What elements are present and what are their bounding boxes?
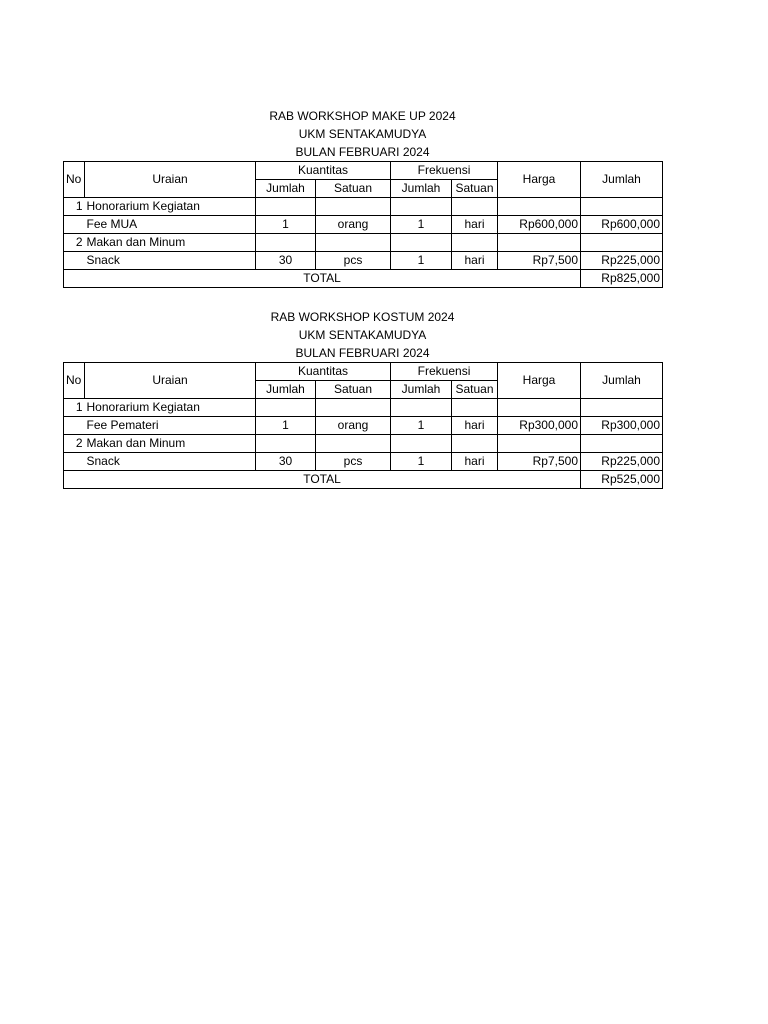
header-jumlah: Jumlah xyxy=(581,162,663,198)
subheader-kuantitas-satuan: Satuan xyxy=(316,381,391,399)
subheader-kuantitas-jumlah: Jumlah xyxy=(256,381,316,399)
table-row xyxy=(64,234,663,252)
cell-frekuensi-jumlah xyxy=(391,399,452,417)
cell-frekuensi-satuan xyxy=(452,399,498,417)
title-line-3: BULAN FEBRUARI 2024 xyxy=(295,346,430,360)
cell-frekuensi-jumlah: 1 xyxy=(391,216,452,234)
cell-frekuensi-jumlah xyxy=(391,234,452,252)
cell-kuantitas-jumlah xyxy=(256,435,316,453)
header-row xyxy=(64,162,663,180)
cell-kuantitas-satuan xyxy=(316,234,391,252)
cell-no: 2 xyxy=(64,435,85,453)
cell-frekuensi-satuan xyxy=(452,234,498,252)
header-row xyxy=(64,363,663,381)
subheader-frekuensi-jumlah: Jumlah xyxy=(391,180,452,198)
title-line-1: RAB WORKSHOP MAKE UP 2024 xyxy=(269,109,456,123)
cell-frekuensi-satuan xyxy=(452,435,498,453)
table-row xyxy=(64,399,663,417)
cell-kuantitas-jumlah xyxy=(256,399,316,417)
title-line-1: RAB WORKSHOP KOSTUM 2024 xyxy=(270,310,455,324)
total-value: Rp525,000 xyxy=(581,471,663,489)
cell-kuantitas-satuan: pcs xyxy=(316,453,391,471)
cell-kuantitas-satuan: orang xyxy=(316,417,391,435)
cell-harga: Rp300,000 xyxy=(498,417,581,435)
cell-no xyxy=(64,216,85,234)
cell-no xyxy=(64,252,85,270)
cell-no xyxy=(64,453,85,471)
cell-uraian: Fee MUA xyxy=(85,216,256,234)
budget-block-kostum xyxy=(63,308,662,489)
header-uraian: Uraian xyxy=(85,162,256,198)
header-kuantitas: Kuantitas xyxy=(256,162,391,180)
cell-kuantitas-satuan xyxy=(316,198,391,216)
cell-uraian: Snack xyxy=(85,252,256,270)
cell-jumlah: Rp225,000 xyxy=(581,252,663,270)
subheader-frekuensi-satuan: Satuan xyxy=(452,381,498,399)
title-line-2: UKM SENTAKAMUDYA xyxy=(298,127,427,141)
cell-frekuensi-satuan: hari xyxy=(452,252,498,270)
cell-frekuensi-jumlah xyxy=(391,198,452,216)
cell-uraian: Makan dan Minum xyxy=(85,234,256,252)
total-label: TOTAL xyxy=(64,270,581,288)
budget-table xyxy=(63,161,663,288)
header-frekuensi: Frekuensi xyxy=(391,363,498,381)
budget-block-make-up xyxy=(63,107,662,288)
cell-harga xyxy=(498,435,581,453)
subheader-kuantitas-jumlah: Jumlah xyxy=(256,180,316,198)
cell-harga xyxy=(498,399,581,417)
cell-frekuensi-satuan: hari xyxy=(452,216,498,234)
cell-kuantitas-jumlah: 1 xyxy=(256,417,316,435)
cell-harga: Rp7,500 xyxy=(498,252,581,270)
subheader-frekuensi-satuan: Satuan xyxy=(452,180,498,198)
cell-harga xyxy=(498,198,581,216)
header-harga: Harga xyxy=(498,162,581,198)
table-row xyxy=(64,216,663,234)
table-row xyxy=(64,198,663,216)
cell-jumlah: Rp225,000 xyxy=(581,453,663,471)
header-uraian: Uraian xyxy=(85,363,256,399)
cell-uraian: Makan dan Minum xyxy=(85,435,256,453)
table-row xyxy=(64,453,663,471)
cell-kuantitas-jumlah: 30 xyxy=(256,252,316,270)
total-row xyxy=(64,471,663,489)
cell-jumlah xyxy=(581,198,663,216)
cell-jumlah xyxy=(581,399,663,417)
cell-kuantitas-satuan xyxy=(316,399,391,417)
cell-frekuensi-satuan xyxy=(452,198,498,216)
table-row xyxy=(64,252,663,270)
total-row xyxy=(64,270,663,288)
cell-frekuensi-jumlah: 1 xyxy=(391,453,452,471)
cell-uraian: Fee Pemateri xyxy=(85,417,256,435)
budget-table xyxy=(63,362,663,489)
cell-kuantitas-jumlah: 30 xyxy=(256,453,316,471)
table-row xyxy=(64,435,663,453)
cell-no: 1 xyxy=(64,399,85,417)
header-no: No xyxy=(64,162,85,198)
cell-uraian: Honorarium Kegiatan xyxy=(85,198,256,216)
header-kuantitas: Kuantitas xyxy=(256,363,391,381)
cell-no: 2 xyxy=(64,234,85,252)
cell-jumlah xyxy=(581,234,663,252)
cell-kuantitas-jumlah xyxy=(256,198,316,216)
cell-harga: Rp7,500 xyxy=(498,453,581,471)
cell-harga: Rp600,000 xyxy=(498,216,581,234)
budget-title xyxy=(63,107,662,161)
cell-kuantitas-jumlah xyxy=(256,234,316,252)
cell-kuantitas-satuan: pcs xyxy=(316,252,391,270)
subheader-kuantitas-satuan: Satuan xyxy=(316,180,391,198)
cell-jumlah: Rp600,000 xyxy=(581,216,663,234)
cell-frekuensi-jumlah: 1 xyxy=(391,417,452,435)
cell-kuantitas-satuan: orang xyxy=(316,216,391,234)
total-label: TOTAL xyxy=(64,471,581,489)
cell-no: 1 xyxy=(64,198,85,216)
cell-frekuensi-jumlah: 1 xyxy=(391,252,452,270)
cell-frekuensi-jumlah xyxy=(391,435,452,453)
header-jumlah: Jumlah xyxy=(581,363,663,399)
cell-uraian: Honorarium Kegiatan xyxy=(85,399,256,417)
subheader-frekuensi-jumlah: Jumlah xyxy=(391,381,452,399)
cell-jumlah: Rp300,000 xyxy=(581,417,663,435)
cell-kuantitas-jumlah: 1 xyxy=(256,216,316,234)
cell-no xyxy=(64,417,85,435)
cell-frekuensi-satuan: hari xyxy=(452,417,498,435)
title-line-2: UKM SENTAKAMUDYA xyxy=(298,328,427,342)
total-value: Rp825,000 xyxy=(581,270,663,288)
cell-kuantitas-satuan xyxy=(316,435,391,453)
title-line-3: BULAN FEBRUARI 2024 xyxy=(295,145,430,159)
cell-harga xyxy=(498,234,581,252)
cell-uraian: Snack xyxy=(85,453,256,471)
cell-jumlah xyxy=(581,435,663,453)
table-row xyxy=(64,417,663,435)
header-frekuensi: Frekuensi xyxy=(391,162,498,180)
header-no: No xyxy=(64,363,85,399)
budget-title xyxy=(63,308,662,362)
header-harga: Harga xyxy=(498,363,581,399)
cell-frekuensi-satuan: hari xyxy=(452,453,498,471)
